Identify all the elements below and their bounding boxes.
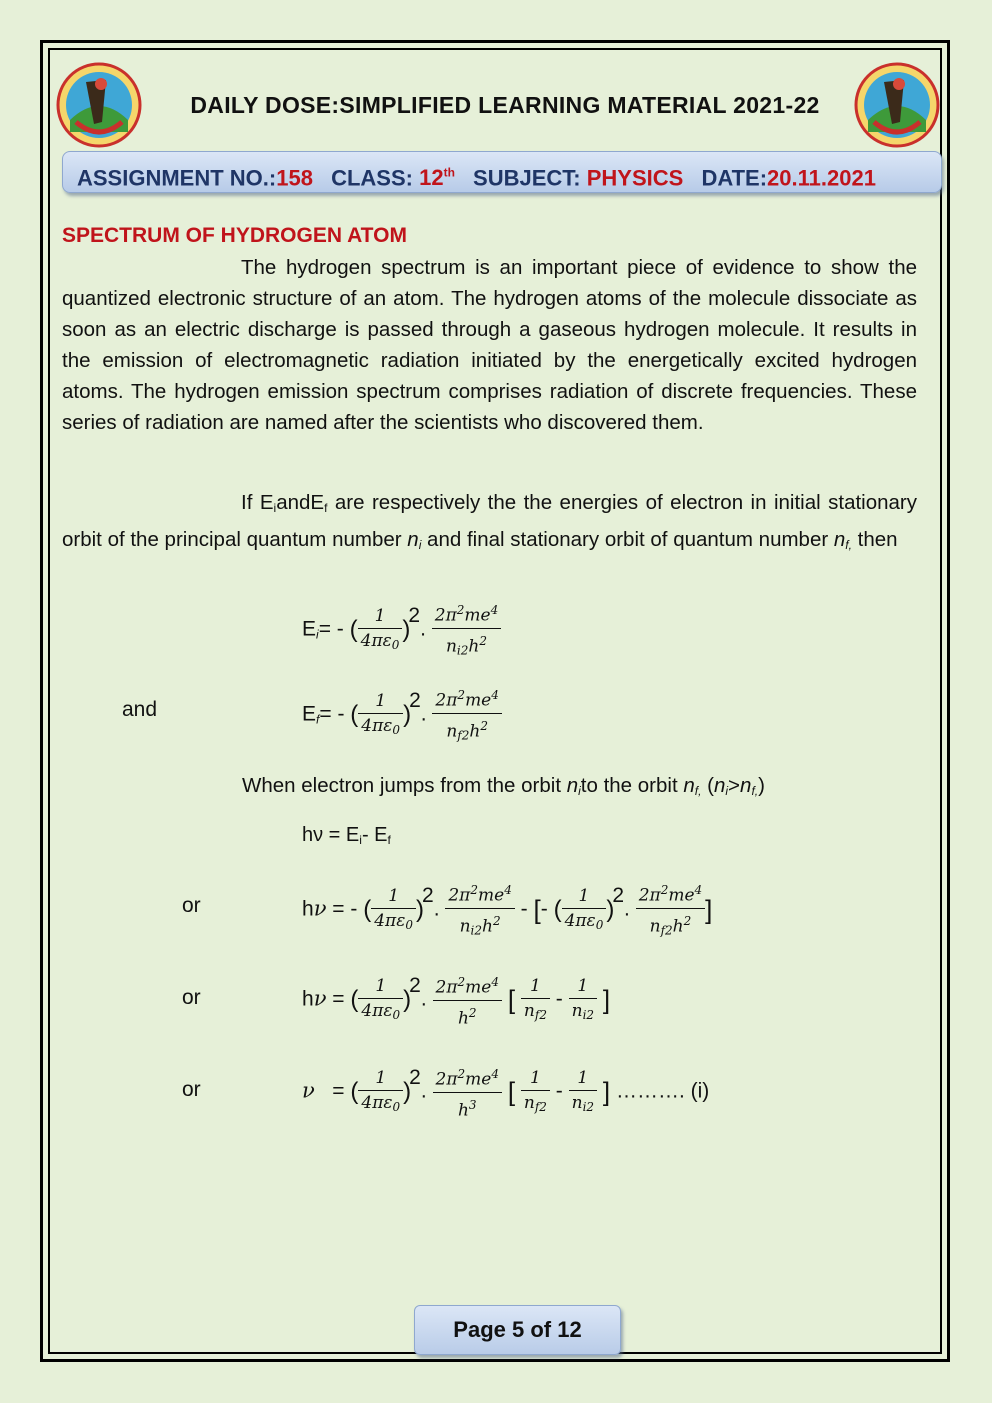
intro-paragraph: The hydrogen spectrum is an important piece of evidence to show the quantized electronic structure of an atom. The hydrogen atoms of the molecule dissociate as soon as an electric discharge is passed through a gaseous hydrogen molecule. It results in the emission of electromagnetic radiation initiated by the energetically excited hydrogen atoms. The hydrogen emission spectrum comprises radiation of discrete frequencies. These series of radiation are named after the scientists who discovered them. <box>62 256 917 434</box>
subject-label: SUBJECT: <box>473 165 581 191</box>
school-logo-right <box>854 62 940 148</box>
jump-text: When electron jumps from the orbit $n_ito$ the orbit $n_{f,}$ $(n_i>n_{f,})$ <box>242 774 765 798</box>
date-label: DATE: <box>701 165 768 191</box>
energy-paragraph: If $E_iandE_f$ are respectively the the energies of electron in initial stationary orbit of the principal quantum number $n_i$ and final stationary orbit of quantum number $n_{f,}$ then <box>62 491 917 552</box>
page-border <box>40 40 950 1362</box>
class-value: 12th <box>419 165 455 191</box>
assignment-no-value: 158 <box>276 165 313 191</box>
class-label: CLASS: <box>331 165 413 191</box>
equation-frequency: ν = ( $\frac{1}{4\pi\varepsilon_0}$ )2. $\frac{2\pi^2me^4}{h^3}$ [ $\frac{1}{n_{f2}}$ - $\frac{1}{n_{i2}}$ ] ………. (i) <box>302 1062 709 1122</box>
section-title: SPECTRUM OF HYDROGEN ATOM <box>62 224 407 247</box>
or-label-2: or <box>182 986 201 1009</box>
assignment-no-label: ASSIGNMENT NO.: <box>77 165 277 191</box>
page-inner-border <box>48 48 942 1354</box>
page-number: Page 5 of 12 <box>414 1305 621 1355</box>
subject-value: PHYSICS <box>586 165 684 191</box>
assignment-bar <box>62 151 942 193</box>
equation-ef: $E_f=$ - ( $\frac{1}{4\pi\varepsilon_0}$ )2. $\frac{2\pi^2me^4}{n_{f2}h^2}$ <box>302 683 502 747</box>
school-logo-left <box>56 62 142 148</box>
or-label-1: or <box>182 894 201 917</box>
equation-ei: $E_i=$ - ( $\frac{1}{4\pi\varepsilon_0}$ )2. $\frac{2\pi^2me^4}{n_{i2}h^2}$ <box>302 598 501 662</box>
date-value: 20.11.2021 <box>767 165 876 191</box>
equation-number: ………. (i) <box>615 1079 710 1103</box>
equation-hv-simplified: hν = ( $\frac{1}{4\pi\varepsilon_0}$ )2. $\frac{2\pi^2me^4}{h^2}$ [ $\frac{1}{n_{f2}}$ - $\frac{1}{n_{i2}}$ ] <box>302 970 610 1030</box>
header-title: DAILY DOSE:SIMPLIFIED LEARNING MATERIAL 2021-22 <box>190 92 820 118</box>
and-label: and <box>122 698 158 721</box>
or-label-3: or <box>182 1078 201 1101</box>
equation-hv: $h\nu = E_i-$ $E_f$ <box>302 824 391 847</box>
equation-hv-expanded: hν = - ( $\frac{1}{4\pi\varepsilon_0}$ )2. $\frac{2\pi^2me^4}{n_{i2}h^2}$ - [- ( $\frac{1}{4\pi\varepsilon_0}$ )2. $\frac{2\pi^2me^4}{n_{f2}h^2}$ ] <box>302 878 712 942</box>
